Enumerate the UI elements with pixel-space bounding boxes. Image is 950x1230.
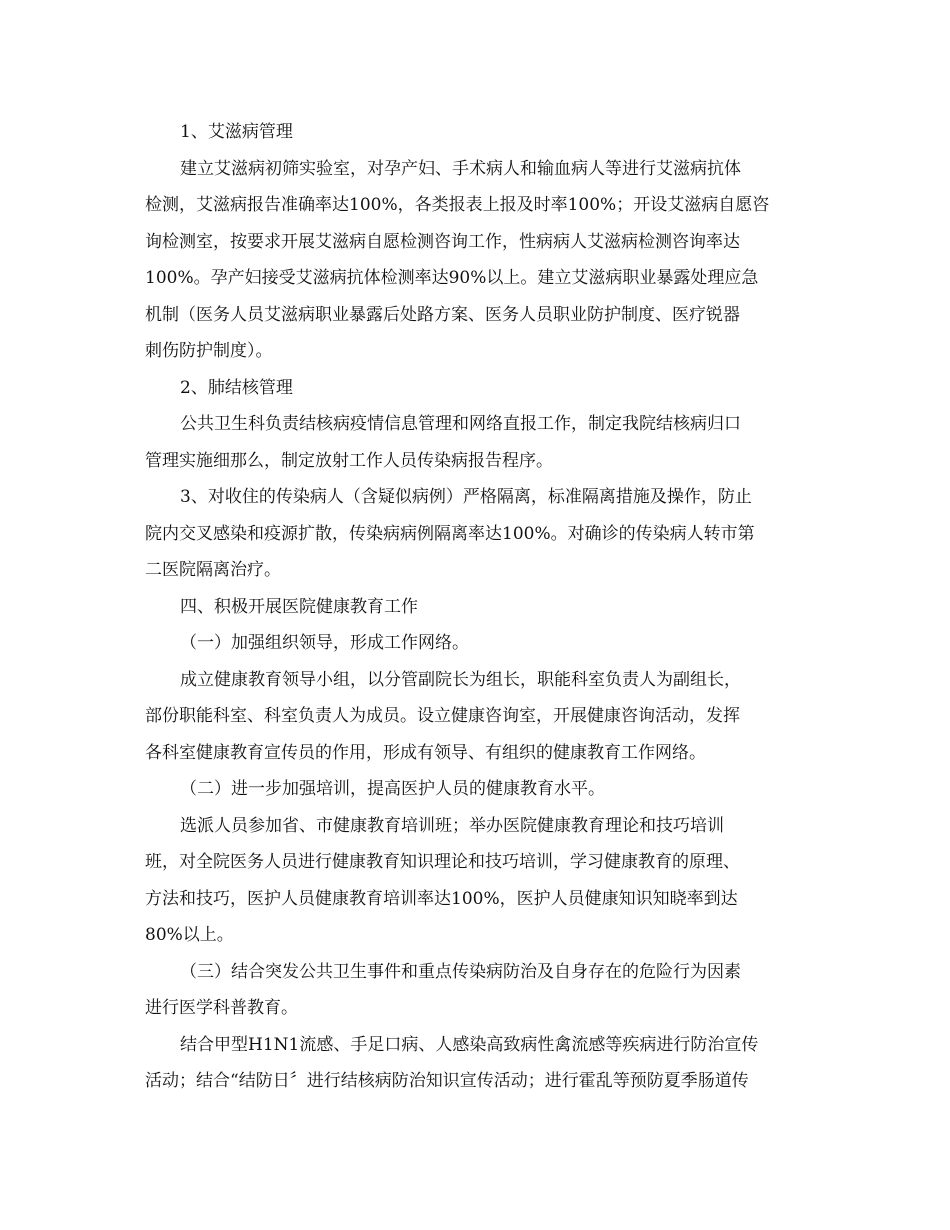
- paragraph-line: 进行医学科普教育。: [145, 998, 298, 1018]
- paragraph-line: 院内交叉感染和疫源扩散，传染病病例隔离率达100%。对确诊的传染病人转市第: [145, 523, 755, 544]
- paragraph-line: 建立艾滋病初筛实验室，对孕产妇、手术病人和输血病人等进行艾滋病抗体: [180, 158, 741, 179]
- paragraph-line: 结合甲型H1N1流感、手足口病、人感染高致病性禽流感等疾病进行防治宣传: [180, 1034, 759, 1055]
- paragraph-line: 各科室健康教育宣传员的作用，形成有领导、有组织的健康教育工作网络。: [145, 742, 706, 763]
- paragraph-line: 机制（医务人员艾滋病职业暴露后处路方案、医务人员职业防护制度、医疗锐器: [145, 304, 740, 325]
- heading-aids-management: 1、艾滋病管理: [180, 122, 293, 142]
- heading-tuberculosis-management: 2、肺结核管理: [180, 377, 293, 398]
- paragraph-line: 部份职能科室、科室负责人为成员。设立健康咨询室，开展健康咨询活动，发挥: [145, 706, 740, 726]
- paragraph-line: 100%。孕产妇接受艾滋病抗体检测率达90%以上。建立艾滋病职业暴露处理应急: [145, 268, 759, 288]
- paragraph-line: 二医院隔离治疗。: [145, 560, 281, 580]
- paragraph-line: 活动；结合“结防日〞进行结核病防治知识宣传活动；进行霍乱等预防夏季肠道传: [145, 1071, 749, 1091]
- paragraph-line: 检测，艾滋病报告准确率达100%，各类报表上报及时率100%；开设艾滋病自愿咨: [145, 195, 770, 215]
- document-body: [145, 114, 805, 1100]
- subheading-training: （二）进一步加强培训，提高医护人员的健康教育水平。: [180, 779, 605, 799]
- paragraph-line: 选派人员参加省、市健康教育培训班；举办医院健康教育理论和技巧培训: [180, 815, 724, 836]
- paragraph-line: 成立健康教育领导小组，以分管副院长为组长，职能科室负责人为副组长，: [180, 669, 741, 690]
- subheading-science-education: （三）结合突发公共卫生事件和重点传染病防治及自身存在的危险行为因素: [180, 961, 741, 982]
- paragraph-line: 方法和技巧，医护人员健康教育培训率达100%，医护人员健康知识知晓率到达: [145, 888, 738, 909]
- subheading-organization: （一）加强组织领导，形成工作网络。: [180, 633, 469, 653]
- paragraph-line: 80%以上。: [145, 925, 234, 945]
- heading-health-education: 四、积极开展医院健康教育工作: [180, 596, 418, 617]
- paragraph-line: 班，对全院医务人员进行健康教育知识理论和技巧培训，学习健康教育的原理、: [145, 852, 740, 872]
- paragraph-line: 3、对收住的传染病人（含疑似病例）严格隔离，标准隔离措施及操作，防止: [180, 487, 752, 507]
- paragraph-line: 询检测室，按要求开展艾滋病自愿检测咨询工作，性病病人艾滋病检测咨询率达: [145, 231, 740, 252]
- paragraph-line: 刺伤防护制度）。: [145, 341, 273, 361]
- paragraph-line: 管理实施细那么，制定放射工作人员传染病报告程序。: [145, 450, 553, 471]
- paragraph-line: 公共卫生科负责结核病疫情信息管理和网络直报工作，制定我院结核病归口: [180, 414, 741, 434]
